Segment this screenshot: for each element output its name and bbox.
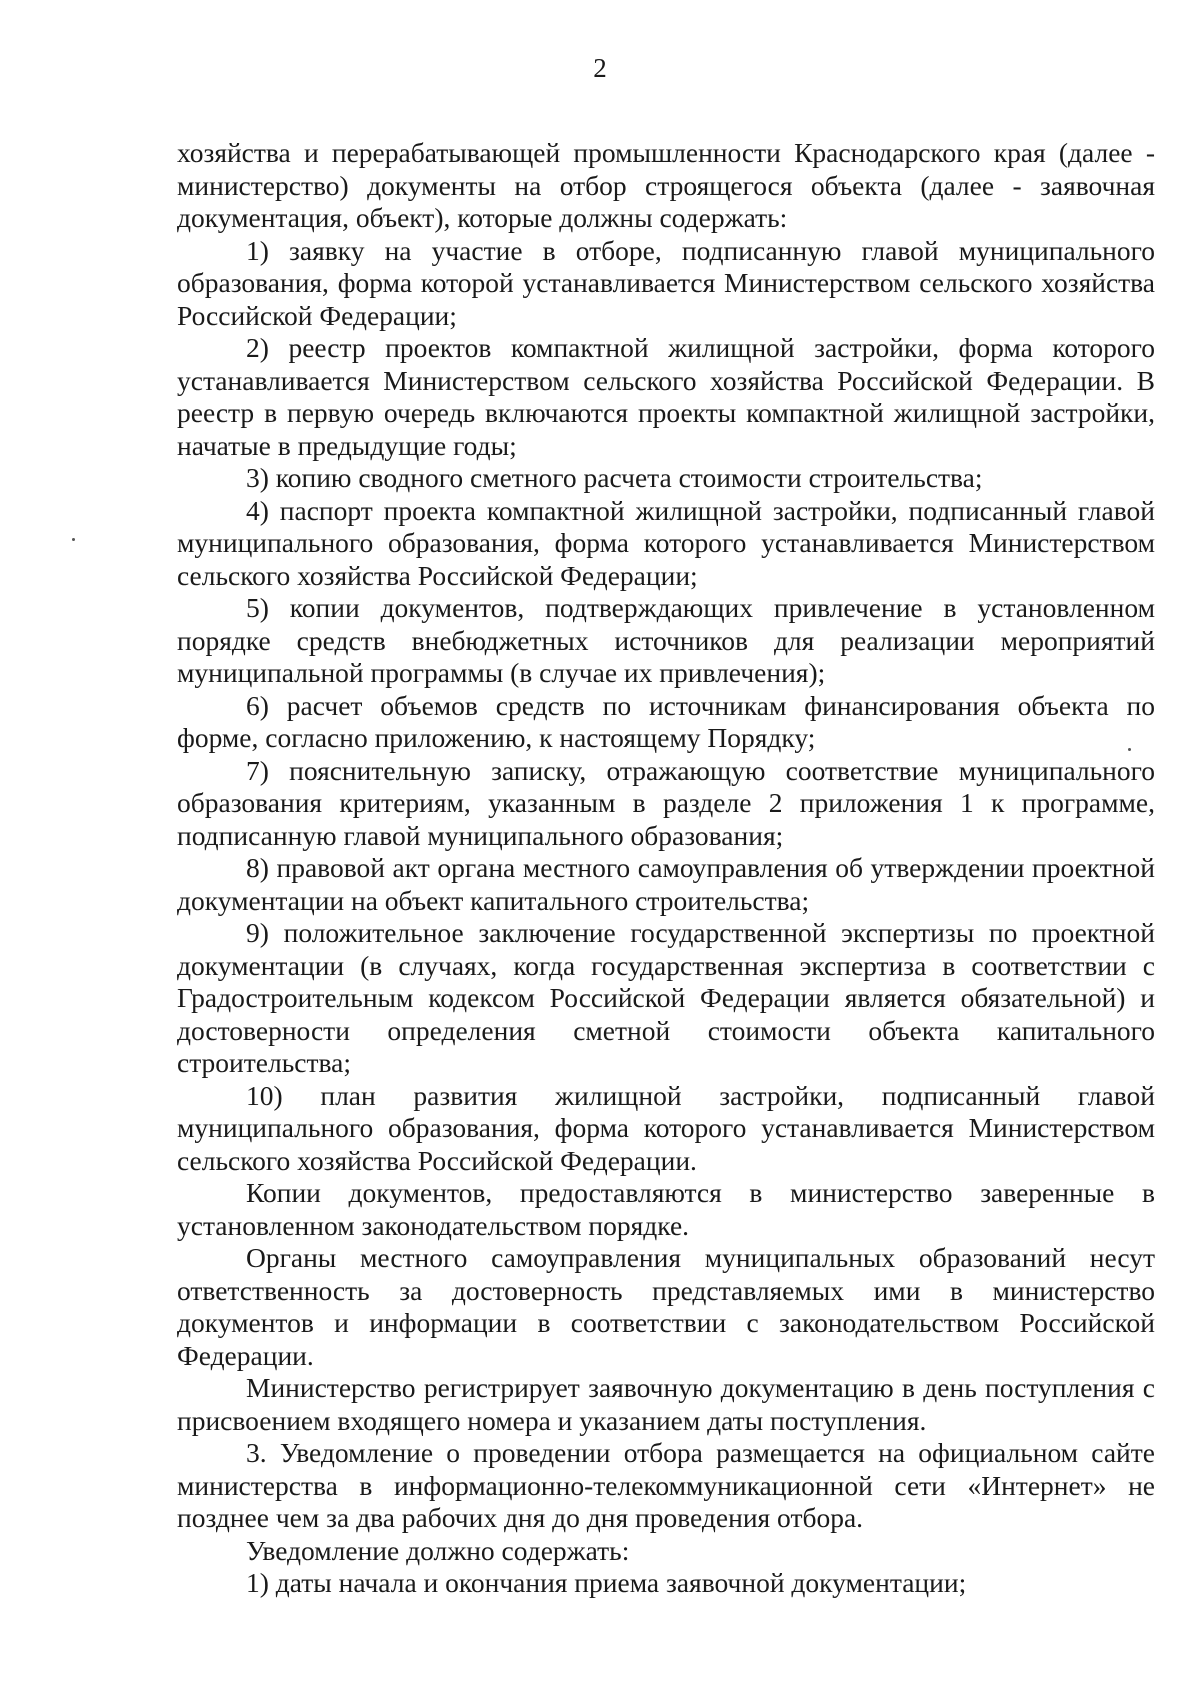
list-item-9: 9) положительное заключение государственной экспертизы по проектной документации (в случаях, когда государственная экспертиза в соответствии с Градостроительным кодексом Российской Федерации является обязательной) и достоверности определения сметной стоимости объекта капитального строительства; (177, 917, 1155, 1078)
scan-speck (1128, 748, 1131, 751)
paragraph-registration: Министерство регистрирует заявочную документацию в день поступления с присвоением входящего номера и указанием даты поступления. (177, 1372, 1155, 1436)
page-number: 2 (593, 53, 607, 83)
paragraph-notice-contents: Уведомление должно содержать: (246, 1534, 630, 1566)
list-item-3: 3) копию сводного сметного расчета стоимости строительства; (246, 462, 983, 493)
notice-item-1: 1) даты начала и окончания приема заявочной документации; (246, 1567, 967, 1598)
list-item-5: 5) копии документов, подтверждающих привлечение в установленном порядке средств внебюджетных источников для реализации мероприятий муниципальной программы (в случае их привлечения); (177, 592, 1155, 688)
list-item-7: 7) пояснительную записку, отражающую соответствие муниципального образования критериям, указанным в разделе 2 приложения 1 к программе, подписанную главой муниципального образования; (177, 754, 1155, 851)
paragraph-responsibility: Органы местного самоуправления муниципальных образований несут ответственность за достоверность представляемых ими в министерство документов и информации в соответствии с законодательством Российской Федерации. (177, 1242, 1155, 1371)
list-item-8: 8) правовой акт органа местного самоуправления об утверждении проектной документации на объект капитального строительства; (177, 852, 1155, 916)
paragraph-copies: Копии документов, предоставляются в министерство заверенные в установленном законодательством порядке. (177, 1177, 1155, 1241)
section-3-notice: 3. Уведомление о проведении отбора размещается на официальном сайте министерства в информационно-телекоммуникационной сети «Интернет» не позднее чем за два рабочих дня до дня проведения отбора. (177, 1437, 1155, 1533)
list-item-1: 1) заявку на участие в отборе, подписанную главой муниципального образования, форма которой устанавливается Министерством сельского хозяйства Российской Федерации; (177, 234, 1155, 331)
document-body (177, 137, 1155, 1600)
list-item-4: 4) паспорт проекта компактной жилищной застройки, подписанный главой муниципального образования, форма которого устанавливается Министерством сельского хозяйства Российской Федерации; (177, 494, 1155, 591)
list-item-10: 10) план развития жилищной застройки, подписанный главой муниципального образования, форма которого устанавливается Министерством сельского хозяйства Российской Федерации. (177, 1079, 1155, 1176)
scan-speck (72, 538, 75, 541)
list-item-2: 2) реестр проектов компактной жилищной застройки, форма которого устанавливается Министерством сельского хозяйства Российской Федерации. В реестр в первую очередь включаются проекты компактной жилищной застройки, начатые в предыдущие годы; (177, 332, 1155, 461)
paragraph-intro: хозяйства и перерабатывающей промышленности Краснодарского края (далее - министерство) документы на отбор строящегося объекта (далее - заявочная документация, объект), которые должны содержать: (177, 137, 1155, 233)
list-item-6: 6) расчет объемов средств по источникам финансирования объекта по форме, согласно приложению, к настоящему Порядку; (177, 689, 1155, 753)
